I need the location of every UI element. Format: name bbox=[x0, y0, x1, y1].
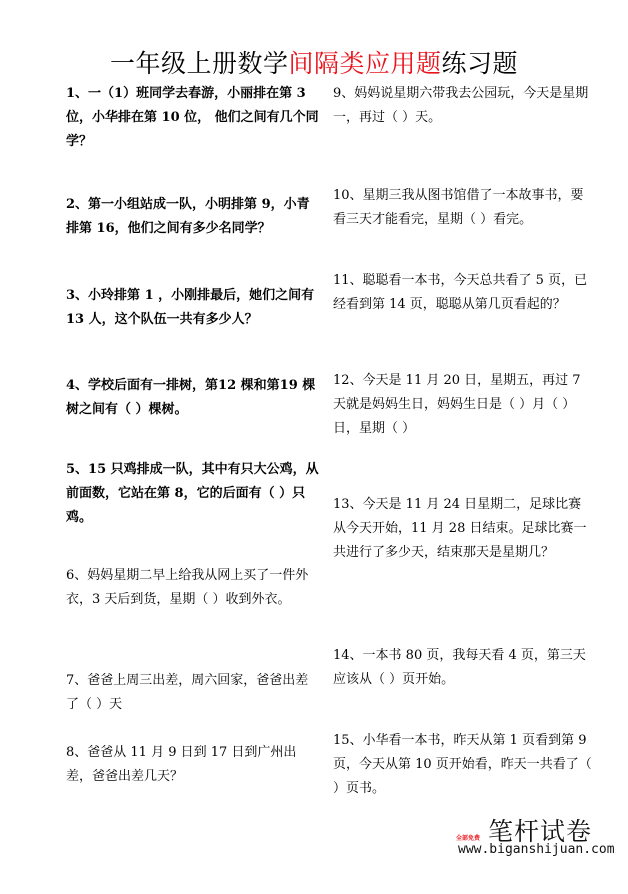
question-6: 6、妈妈星期二早上给我从网上买了一件外衣，3 天后到货，星期（ ）收到外衣。 bbox=[66, 568, 309, 607]
question-13: 13、今天是 11 月 24 日星期二，足球比赛从今天开始，11 月 28 日结束。足球比赛一共进行了多少天，结束那天是星期几？ bbox=[333, 497, 587, 560]
page-title bbox=[0, 44, 628, 80]
question-2: 2、第一小组站成一队，小明排第 9，小青排第 16，他们之间有多少名同学？ bbox=[66, 197, 310, 236]
question-8: 8、爸爸从 11 月 9 日到 17 日到广州出差，爸爸出差几天？ bbox=[66, 745, 297, 784]
question-14: 14、一本书 80 页，我每天看 4 页，第三天应该从（ ）页开始。 bbox=[333, 648, 586, 687]
question-11: 11、聪聪看一本书，今天总共看了 5 页，已经看到第 14 页，聪聪从第几页看起的？ bbox=[333, 273, 588, 312]
question-9: 9、妈妈说星期六带我去公园玩，今天是星期一，再过（ ）天。 bbox=[333, 86, 589, 125]
title-part-1: 一年级上册数学 bbox=[109, 49, 289, 78]
question-7: 7、爸爸上周三出差，周六回家，爸爸出差了（ ）天 bbox=[66, 673, 309, 712]
watermark-tag: 全部免费 bbox=[456, 835, 481, 842]
question-5: 5、15 只鸡排成一队，其中有只大公鸡，从前面数，它站在第 8，它的后面有（ ）只鸡。 bbox=[66, 462, 319, 525]
watermark-url: www.biganshijuan.com bbox=[458, 842, 615, 857]
question-10: 10、星期三我从图书馆借了一本故事书，要看三天才能看完，星期（ ）看完。 bbox=[333, 188, 584, 227]
watermark-name: 笔杆试卷 bbox=[488, 817, 593, 846]
watermark-logo bbox=[456, 812, 626, 862]
title-part-3: 练习题 bbox=[441, 49, 519, 78]
title-highlight: 间隔类应用题 bbox=[288, 49, 442, 78]
question-4: 4、学校后面有一排树，第12 棵和第19 棵树之间有（ ）棵树。 bbox=[66, 378, 316, 417]
question-15: 15、小华看一本书，昨天从第 1 页看到第 9 页，今天从第 10 页开始看，昨天一共看了（ ）页书。 bbox=[333, 733, 592, 796]
question-12: 12、今天是 11 月 20 日，星期五，再过 7 天就是妈妈生日，妈妈生日是（ ）月（ ）日，星期（ ） bbox=[333, 373, 581, 436]
question-1: 1、一（1）班同学去春游，小丽排在第 3 位，小华排在第 10 位， 他们之间有几个同学？ bbox=[66, 86, 319, 149]
question-3: 3、小玲排第 1 ，小刚排最后，她们之间有 13 人，这个队伍一共有多少人？ bbox=[66, 288, 315, 327]
